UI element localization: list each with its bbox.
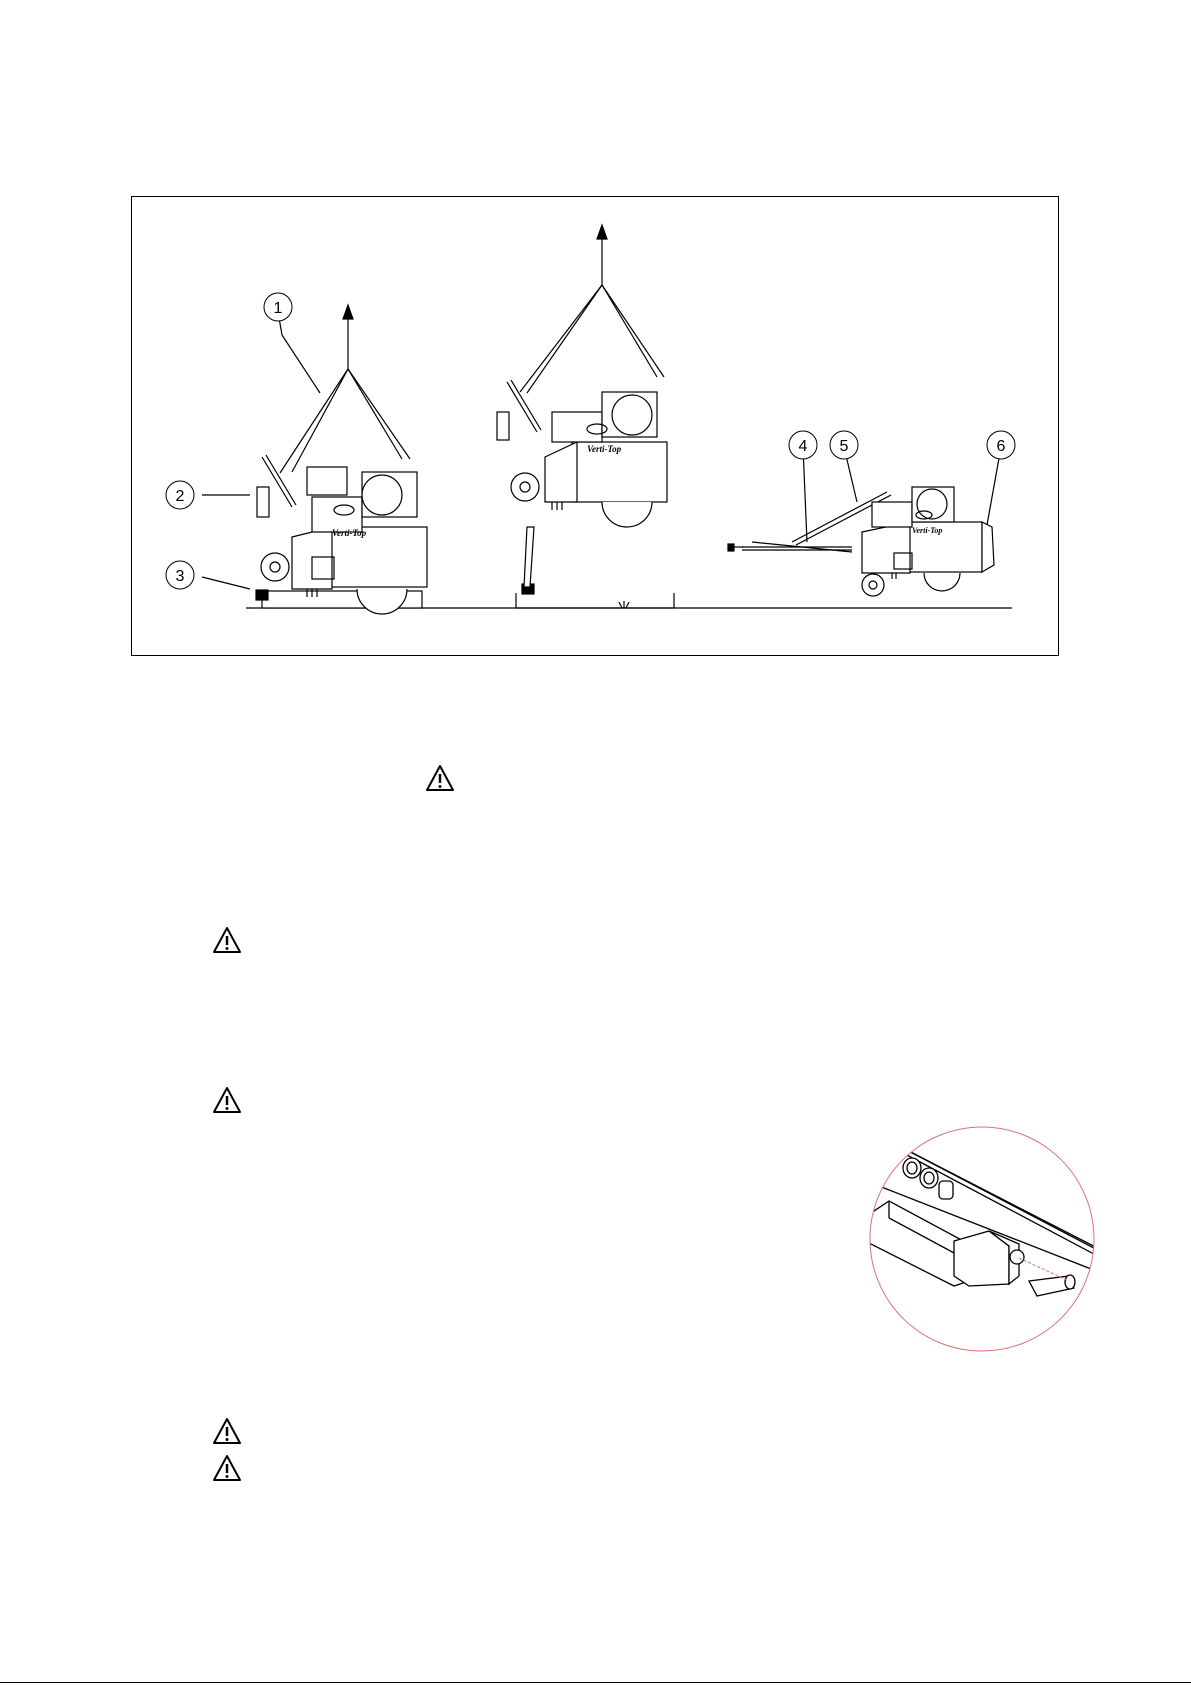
hitch-detail-image bbox=[869, 1126, 1095, 1352]
warning-triangle-icon bbox=[425, 763, 455, 793]
page-bottom-rule bbox=[0, 1682, 1191, 1683]
svg-text:3: 3 bbox=[175, 568, 185, 585]
callout-2 bbox=[166, 481, 194, 509]
callout-3 bbox=[166, 561, 194, 589]
lifting-diagram bbox=[132, 197, 1060, 657]
lifting-diagram-frame bbox=[131, 196, 1059, 656]
machine-right bbox=[728, 487, 994, 596]
machine-center-logo: Verti-Top bbox=[587, 444, 622, 454]
svg-text:4: 4 bbox=[798, 438, 808, 455]
machine-left bbox=[256, 305, 427, 614]
machine-right-logo: Verti-Top bbox=[912, 526, 943, 535]
machine-left-logo: Verti-Top bbox=[332, 528, 367, 538]
callout-1 bbox=[264, 293, 292, 321]
warning-triangle-icon bbox=[212, 1453, 242, 1483]
warning-triangle-icon bbox=[212, 925, 242, 955]
callout-4 bbox=[789, 431, 817, 459]
svg-text:2: 2 bbox=[175, 488, 185, 505]
svg-text:1: 1 bbox=[273, 300, 283, 317]
callout-5 bbox=[830, 431, 858, 459]
warning-triangle-icon bbox=[212, 1416, 242, 1446]
svg-text:5: 5 bbox=[839, 438, 849, 455]
warning-triangle-icon bbox=[212, 1085, 242, 1115]
svg-text:6: 6 bbox=[996, 438, 1006, 455]
callout-6 bbox=[987, 431, 1015, 459]
machine-center bbox=[497, 225, 674, 608]
